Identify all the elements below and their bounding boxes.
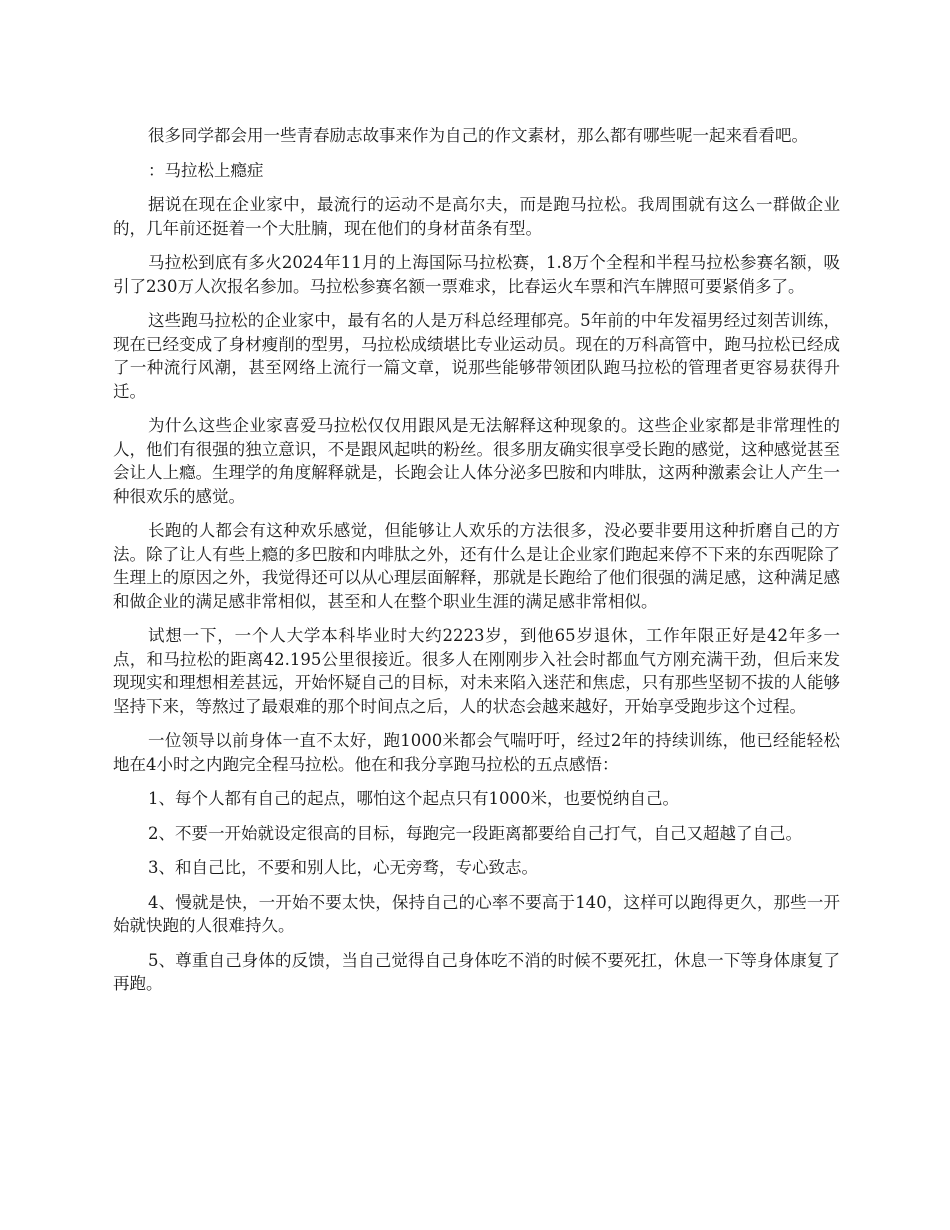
body-paragraph: 长跑的人都会有这种欢乐感觉，但能够让人欢乐的方法很多，没必要非要用这种折磨自己的方法。除了让人有些上瘾的多巴胺和内啡肽之外，还有什么是让企业家们跑起来停不下来的东西呢除了生理上的原因之外，我觉得还可以从心理层面解释，那就是长跑给了他们很强的满足感，这种满足感和做企业的满足感非常相似，甚至和人在整个职业生涯的满足感非常相似。 [113, 521, 840, 611]
body-paragraph: 试想一下，一个人大学本科毕业时大约2223岁，到他65岁退休，工作年限正好是42年多一点，和马拉松的距离42.195公里很接近。很多人在刚刚步入社会时都血气方刚充满干劲，但后来发现现实和理想相差甚远，开始怀疑自己的目标，对未来陷入迷茫和焦虑，只有那些坚韧不拔的人能够坚持下来，等熬过了最艰难的那个时间点之后，人的状态会越来越好，开始享受跑步这个过程。 [113, 626, 840, 716]
intro-paragraph: 很多同学都会用一些青春励志故事来作为自己的作文素材，那么都有哪些呢一起来看看吧。 [148, 126, 808, 145]
body-paragraph: 一位领导以前身体一直不太好，跑1000米都会气喘吁吁，经过2年的持续训练，他已经能轻松地在4小时之内跑完全程马拉松。他在和我分享跑马拉松的五点感悟： [113, 731, 840, 774]
list-item: 5、尊重自己身体的反馈，当自己觉得自己身体吃不消的时候不要死扛，休息一下等身体康复了再跑。 [113, 950, 840, 993]
body-paragraph: 为什么这些企业家喜爱马拉松仅仅用跟风是无法解释这种现象的。这些企业家都是非常理性的人，他们有很强的独立意识，不是跟风起哄的粉丝。很多朋友确实很享受长跑的感觉，这种感觉甚至会让人上瘾。生理学的角度解释就是，长跑会让人体分泌多巴胺和内啡肽，这两种激素会让人产生一种很欢乐的感觉。 [113, 416, 840, 506]
body-paragraph: 这些跑马拉松的企业家中，最有名的人是万科总经理郁亮。5年前的中年发福男经过刻苦训练，现在已经变成了身材瘦削的型男，马拉松成绩堪比专业运动员。现在的万科高管中，跑马拉松已经成了一种流行风潮，甚至网络上流行一篇文章，说那些能够带领团队跑马拉松的管理者更容易获得升迁。 [113, 311, 840, 401]
list-item: 4、慢就是快，一开始不要太快，保持自己的心率不要高于140，这样可以跑得更久，那些一开始就快跑的人很难持久。 [113, 892, 840, 935]
section-subtitle: ：马拉松上瘾症 [148, 160, 264, 180]
list-item: 2、不要一开始就设定很高的目标，每跑完一段距离都要给自己打气，自己又超越了自己。 [148, 823, 802, 843]
document-body [113, 124, 840, 1007]
list-item: 1、每个人都有自己的起点，哪怕这个起点只有1000米，也要悦纳自己。 [148, 789, 679, 808]
list-item: 3、和自己比，不要和别人比，心无旁骛，专心致志。 [148, 858, 538, 877]
body-paragraph: 据说在现在企业家中，最流行的运动不是高尔夫，而是跑马拉松。我周围就有这么一群做企业的，几年前还挺着一个大肚腩，现在他们的身材苗条有型。 [113, 195, 840, 238]
body-paragraph: 马拉松到底有多火2024年11月的上海国际马拉松赛，1.8万个全程和半程马拉松参赛名额，吸引了230万人次报名参加。马拉松参赛名额一票难求，比春运火车票和汽车牌照可要紧俏多了。 [113, 253, 840, 296]
